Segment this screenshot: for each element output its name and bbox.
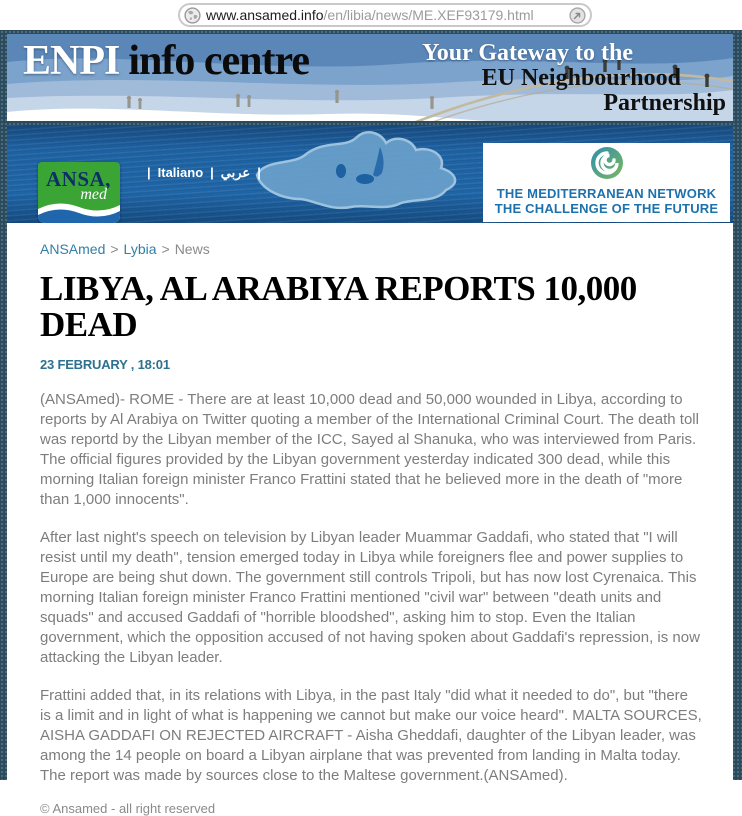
go-arrow-icon[interactable] [569, 7, 586, 24]
ansamed-logo-med-text: med [80, 186, 107, 203]
article-date: 23 FEBRUARY , 18:01 [40, 357, 170, 372]
network-line1: THE MEDITERRANEAN NETWORK [496, 186, 717, 201]
url-text [206, 7, 564, 23]
article-body [40, 390, 703, 786]
enpi-tagline-line1: Your Gateway to the [422, 40, 633, 66]
copyright-notice: © Ansamed - all right reserved [40, 801, 216, 816]
enpi-tagline [7, 41, 733, 116]
article-content [7, 223, 733, 816]
breadcrumb-current-news: News [174, 241, 210, 257]
pipe-separator: | [147, 165, 151, 180]
breadcrumb-separator: > [110, 241, 119, 257]
enpi-tagline-line3: Partnership [603, 90, 726, 116]
article-title: LIBYA, AL ARABIYA REPORTS 10,000 DEAD [40, 269, 637, 344]
enpi-logo-main: ENPI [23, 38, 120, 84]
ansamed-banner [7, 125, 733, 223]
enpi-tagline-line2: EU Neighbourhood [481, 65, 681, 91]
ansamed-logo[interactable] [38, 162, 120, 223]
page-frame [0, 30, 742, 816]
article-paragraph-3: Frattini added that, in its relations with Libya, in the past Italy "did what it needed to do", but "there is a limit and in light of what is happening we cannot but make our voice heard". MALTA SOURCES, AISHA GADDAFI ON REJECTED AIRCRAFT - Aisha Gheddafi, daughter of the Libyan leader, was among the 14 people on board a Libyan airplane that was prevented from landing in Malta today. The report was made by sources close to the Maltese government.(ANSAmed). [40, 687, 702, 784]
article-paragraph-2: After last night's speech on television by Libyan leader Muammar Gaddafi, who stated that "I will resist until my death", tension emerged today in Libya while foreigners flee and power supplies to Europe are being shut down. The government still controls Tripoli, but has now lost Cyrenaica. This morning Italian foreign minister Franco Frattini mentioned "civil war" between "death units and squads" and accused Gaddafi of "horrible bloodshed", asking him to stop. Even the Italian government, which the opposition accused of not having spoken about Gaddafi's repression, is now attacking the Libyan leader. [40, 529, 700, 666]
breadcrumb-link-ansamed[interactable]: ANSAmed [40, 241, 106, 257]
mediterranean-network-logo[interactable] [483, 143, 730, 222]
breadcrumb [40, 241, 703, 257]
address-bar[interactable] [178, 3, 592, 27]
url-host: www.ansamed.info [206, 7, 324, 23]
breadcrumb-separator: > [161, 241, 170, 257]
browser-chrome [0, 0, 742, 30]
language-link-italiano[interactable]: Italiano [157, 165, 204, 180]
url-path: /en/libia/news/ME.XEF93179.html [323, 7, 534, 23]
language-link-arabic[interactable]: عربي [220, 165, 251, 180]
globe-icon [184, 7, 201, 24]
article-paragraph-1: (ANSAmed)- ROME - There are at least 10,000 dead and 50,000 wounded in Libya, according to reports by Al Arabiya on Twitter quoting a member of the International Criminal Court. The death toll was reportd by the Libyan member of the ICC, Sayed al Shanuka, who was interviewed from Paris. The official figures provided by the Libyan government yesterday indicated 300 dead, while this morning Italian foreign minister Franco Frattini stated that he believed more in the death of "more than 1,000 innocents". [40, 391, 699, 508]
mediterranean-map-graphic [245, 127, 515, 219]
pipe-separator: | [210, 165, 214, 180]
pipe-separator: | [257, 165, 261, 180]
network-line2: THE CHALLENGE OF THE FUTURE [494, 201, 719, 216]
ansamed-logo-ansa-text: ANSA, [46, 167, 111, 191]
enpi-info-centre-banner[interactable] [7, 34, 733, 121]
breadcrumb-link-lybia[interactable]: Lybia [123, 241, 157, 257]
ansamed-logo-wave-graphic [38, 197, 120, 223]
mediterranean-network-spiral-icon [589, 145, 625, 181]
enpi-logo-sub: info centre [128, 38, 310, 84]
language-links [147, 165, 261, 181]
